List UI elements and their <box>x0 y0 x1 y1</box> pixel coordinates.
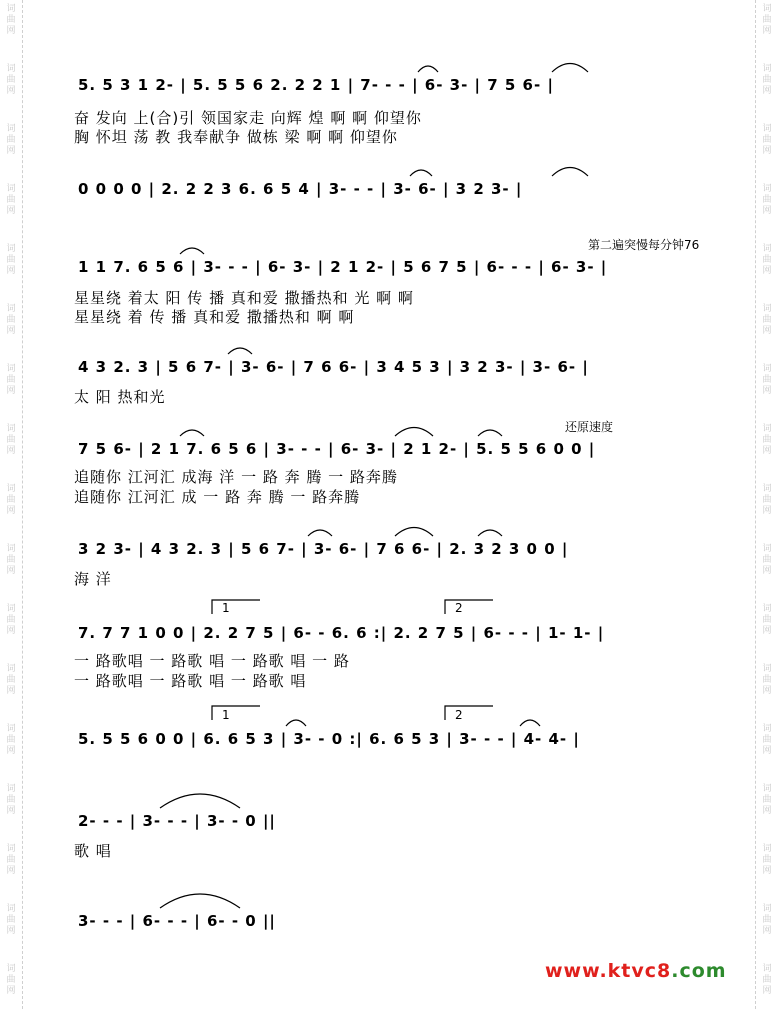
slur-mark <box>478 430 502 436</box>
watermark-text: 词 曲 网 <box>6 964 16 996</box>
slur-mark <box>160 794 240 808</box>
slur-mark <box>478 530 502 536</box>
system-4-notes: 4 3 2. 3 | 5 6 7- | 3- 6- | 7 6 6- | 3 4 5 3 | 3 2 3- | 3- 6- | <box>78 358 589 376</box>
volta-2-label: 2 <box>455 601 463 615</box>
watermark-text: 词 曲 网 <box>762 664 772 696</box>
watermark-text: 词 曲 网 <box>6 304 16 336</box>
volta-2-bracket <box>445 600 493 614</box>
slur-mark <box>520 720 540 726</box>
watermark-text: 词 曲 网 <box>762 124 772 156</box>
system-6-notes: 3 2 3- | 4 3 2. 3 | 5 6 7- | 3- 6- | 7 6 6- | 2. 3 2 3 0 0 | <box>78 540 569 558</box>
watermark-text: 词 曲 网 <box>6 724 16 756</box>
system-6-lyric-1: 海 洋 <box>74 570 112 588</box>
watermark-text: 词 曲 网 <box>6 664 16 696</box>
watermark-text: 词 曲 网 <box>6 4 16 36</box>
watermark-text: 词 曲 网 <box>6 64 16 96</box>
slur-mark <box>395 528 433 537</box>
watermark-text: 词 曲 网 <box>762 424 772 456</box>
slur-mark <box>418 66 438 72</box>
system-9-lyric-1: 歌 唱 <box>74 842 112 860</box>
volta-2-bracket-b <box>445 706 493 720</box>
watermark-text: 词 曲 网 <box>762 724 772 756</box>
tempo-change-annotation: 第二遍突慢每分钟76 <box>588 238 700 252</box>
volta-1-bracket-b <box>212 706 260 720</box>
watermark-text: 词 曲 网 <box>762 844 772 876</box>
watermark-text: 词 曲 网 <box>6 424 16 456</box>
watermark-text: 词 曲 网 <box>6 244 16 276</box>
system-2-notes: 0 0 0 0 | 2. 2 2 3 6. 6 5 4 | 3- - - | 3- 6- | 3 2 3- | <box>78 180 523 198</box>
system-1-notes: 5. 5 3 1 2- | 5. 5 5 6 2. 2 2 1 | 7- - - | 6- 3- | 7 5 6- | <box>78 76 554 94</box>
slur-mark <box>395 428 433 437</box>
watermark-text: 词 曲 网 <box>762 964 772 996</box>
watermark-text: 词 曲 网 <box>762 784 772 816</box>
site-url-part-1: www. <box>545 960 608 982</box>
slur-mark <box>552 168 588 177</box>
system-3-lyric-1: 星星绕 着太 阳 传 播 真和爱 撒播热和 光 啊 啊 <box>74 289 414 307</box>
slur-mark <box>410 170 432 176</box>
watermark-text: 词 曲 网 <box>762 604 772 636</box>
volta-1-label-b: 1 <box>222 708 230 722</box>
watermark-text: 词 曲 网 <box>6 904 16 936</box>
system-4-lyric-1: 太 阳 热和光 <box>74 388 166 406</box>
volta-2-label-b: 2 <box>455 708 463 722</box>
slur-mark <box>286 720 306 726</box>
system-5-lyric-2: 追随你 江河汇 成 一 路 奔 腾 一 路奔腾 <box>74 488 361 506</box>
watermark-text: 词 曲 网 <box>6 364 16 396</box>
system-5-lyric-1: 追随你 江河汇 成海 洋 一 路 奔 腾 一 路奔腾 <box>74 468 398 486</box>
tempo-restore-annotation: 还原速度 <box>565 420 614 434</box>
slur-mark <box>160 894 240 908</box>
site-url-part-2: ktvc8 <box>607 960 672 982</box>
system-3-notes: 1 1 7. 6 5 6 | 3- - - | 6- 3- | 2 1 2- | 5 6 7 5 | 6- - - | 6- 3- | <box>78 258 608 276</box>
system-1-lyric-2: 胸 怀坦 荡 教 我奉献争 做栋 梁 啊 啊 仰望你 <box>74 128 398 146</box>
watermark-text: 词 曲 网 <box>6 484 16 516</box>
watermark-text: 词 曲 网 <box>762 184 772 216</box>
watermark-text: 词 曲 网 <box>6 544 16 576</box>
watermark-text: 词 曲 网 <box>762 484 772 516</box>
watermark-text: 词 曲 网 <box>762 904 772 936</box>
slur-mark <box>308 530 332 536</box>
watermark-text: 词 曲 网 <box>762 364 772 396</box>
volta-1-bracket <box>212 600 260 614</box>
system-9-notes: 2- - - | 3- - - | 3- - 0 || <box>78 812 276 830</box>
system-5-notes: 7 5 6- | 2 1 7. 6 5 6 | 3- - - | 6- 3- | 2 1 2- | 5. 5 5 6 0 0 | <box>78 440 596 458</box>
watermark-text: 词 曲 网 <box>6 124 16 156</box>
slur-mark <box>228 348 252 354</box>
volta-1-label: 1 <box>222 601 230 615</box>
site-url <box>545 960 727 982</box>
watermark-text: 词 曲 网 <box>762 544 772 576</box>
watermark-text: 词 曲 网 <box>762 4 772 36</box>
slur-mark <box>180 248 204 254</box>
system-1-lyric-1: 奋 发向 上(合)引 领国家走 向辉 煌 啊 啊 仰望你 <box>74 109 422 127</box>
watermark-text: 词 曲 网 <box>762 64 772 96</box>
slur-mark <box>180 430 204 436</box>
watermark-text: 词 曲 网 <box>6 844 16 876</box>
watermark-text: 词 曲 网 <box>6 604 16 636</box>
system-7-notes: 7. 7 7 1 0 0 | 2. 2 7 5 | 6- - 6. 6 :| 2. 2 7 5 | 6- - - | 1- 1- | <box>78 624 605 642</box>
system-7-lyric-2: 一 路歌唱 一 路歌 唱 一 路歌 唱 <box>74 672 307 690</box>
system-3-lyric-2: 星星绕 着 传 播 真和爱 撒播热和 啊 啊 <box>74 308 355 326</box>
watermark-text: 词 曲 网 <box>762 244 772 276</box>
system-10-notes: 3- - - | 6- - - | 6- - 0 || <box>78 912 276 930</box>
system-7-lyric-1: 一 路歌唱 一 路歌 唱 一 路歌 唱 一 路 <box>74 652 350 670</box>
watermark-text: 词 曲 网 <box>6 784 16 816</box>
site-url-part-3: .com <box>671 960 727 982</box>
watermark-text: 词 曲 网 <box>762 304 772 336</box>
system-8-notes: 5. 5 5 6 0 0 | 6. 6 5 3 | 3- - 0 :| 6. 6 5 3 | 3- - - | 4- 4- | <box>78 730 580 748</box>
slur-mark <box>552 64 588 73</box>
watermark-text: 词 曲 网 <box>6 184 16 216</box>
